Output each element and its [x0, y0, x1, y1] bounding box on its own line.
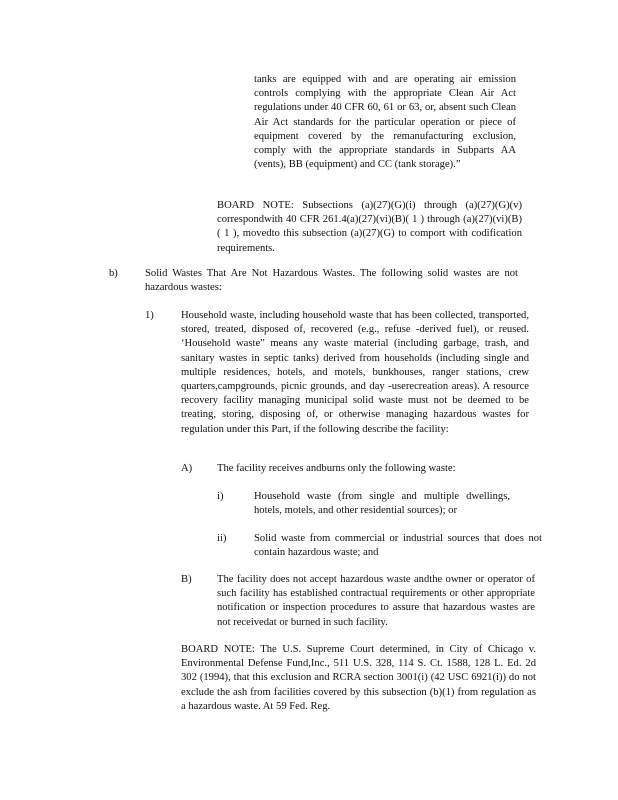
item-ii-text: Solid waste from commercial or industrial sources that does not contain hazardous waste; and: [254, 533, 542, 559]
item-i-text: Household waste (from single and multiple dwellings, hotels, motels, and other residential sources); or: [254, 491, 510, 517]
item-1-household-waste: Household waste, including household waste that has been collected, transported, stored, treated, disposed of, recovered (e.g., refuse -derived fuel), or reused. ‘Household waste” means any waste material (including garbage, trash, and sanitary wastes in septic tanks) derived from households (including single and multiple residences, hotels, and motels, bunkhouses, ranger stations, crew quarters,campgrounds, picnic grounds, and day -userecreation areas). A resource recovery facility managing municipal solid waste must not be deemed to be treating, storing, disposing of, or otherwise managing hazardous wastes for regulation under this Part, if the following describe the facility:: [181, 310, 529, 435]
continuation-paragraph: tanks are equipped with and are operating air emission controls complying with the appropriate Clean Air Act regulations under 40 CFR 60, 61 or 63, or, absent such Clean Air Act standards for the particular operation or piece of equipment covered by the remanufacturing exclusion, comply with the appropriate standards in Subparts AA (vents), BB (equipment) and CC (tank storage).”: [254, 74, 516, 171]
board-note-subsection-g: BOARD NOTE: Subsections (a)(27)(G)(i) through (a)(27)(G)(v) correspondwith 40 CFR 261.4(a)(27)(vi)(B)( 1 ) through (a)(27)(vi)(B)( 1 ), movedto this subsection (a)(27)(G) to comport with codification requirements.: [217, 200, 522, 254]
board-note-supreme-court: BOARD NOTE: The U.S. Supreme Court determined, in City of Chicago v. Environmental Defense Fund,Inc., 511 U.S. 328, 114 S. Ct. 1588, 128 L. Ed. 2d 302 (1994), that this exclusion and RCRA section 3001(i) (42 USC 6921(i)) do not exclude the ash from facilities covered by this subsection (b)(1) from regulation as a hazardous waste. At 59 Fed. Reg.: [181, 644, 536, 712]
item-i-marker: i): [217, 491, 224, 502]
item-b-text: The facility does not accept hazardous waste andthe owner or operator of such facility has established contractual requirements or other appropriate notification or inspection procedures to assure that hazardous wastes are not receivedat or burned in such facility.: [217, 574, 535, 628]
section-b-marker: b): [109, 268, 118, 279]
item-ii-marker: ii): [217, 533, 227, 544]
item-b-marker: B): [181, 574, 192, 585]
item-a-marker: A): [181, 463, 193, 474]
item-1-marker: 1): [145, 310, 154, 321]
section-b-heading: Solid Wastes That Are Not Hazardous Wastes. The following solid wastes are not hazardous wastes:: [145, 268, 518, 294]
item-a-text: The facility receives andburns only the following waste:: [217, 463, 456, 474]
